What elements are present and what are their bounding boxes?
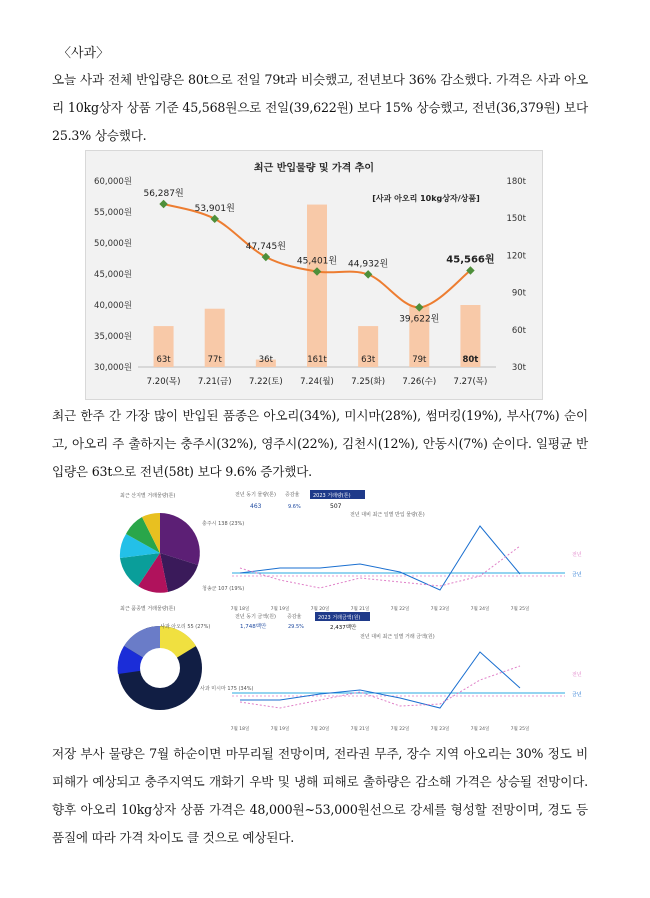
paragraph-outlook: 저장 부사 물량은 7월 하순이면 마무리될 전망이며, 전라권 무주, 장수 지역 아오리는 30% 정도 비 피해가 예상되고 충주지역도 개화기 우박 및 냉해 피해로 출하량은 감소해 가격은 상승될 전망이다. 향후 아오리 10kg상자 상품 가격은 48,000원~53,000원선으로 강세를 형성할 전망이며, 경도 등 품질에 따라 가격 차이도 클 것으로 예상된다. bbox=[52, 746, 588, 845]
date-tick: 7월 22일 bbox=[390, 727, 410, 732]
kpi2-val2: 29.5% bbox=[288, 624, 304, 630]
kpi1-label1: 전년 동기 물량(톤) bbox=[235, 492, 276, 498]
legend-prev: 전년 bbox=[572, 552, 582, 558]
chart-title: 최근 반입물량 및 가격 추이 bbox=[253, 163, 375, 174]
date-tick: 7월 25일 bbox=[510, 727, 530, 732]
combo-chart bbox=[85, 150, 543, 400]
left-axis-tick: 35,000원 bbox=[94, 332, 132, 342]
bar-label: 77t bbox=[207, 355, 222, 365]
price-marker bbox=[262, 253, 270, 261]
date-tick: 7월 20일 bbox=[310, 607, 330, 612]
chart-legend-box: [사과 아오리 10kg상자/상품] bbox=[372, 194, 480, 203]
date-tick: 7월 21일 bbox=[350, 607, 370, 612]
date-tick: 7월 18일 bbox=[230, 607, 250, 612]
kpi1-badge-val: 507 bbox=[330, 503, 342, 510]
price-marker bbox=[364, 270, 372, 278]
right-axis-tick: 120t bbox=[506, 251, 526, 262]
pie1 bbox=[120, 513, 200, 593]
price-label: 44,932원 bbox=[348, 259, 389, 270]
price-marker bbox=[159, 200, 167, 208]
price-label: 45,566원 bbox=[446, 254, 495, 266]
bar-label: 36t bbox=[258, 355, 273, 365]
right-axis-tick: 150t bbox=[506, 214, 526, 225]
left-axis-tick: 30,000원 bbox=[94, 363, 132, 373]
kpi2-badge-val: 2,437백만 bbox=[330, 625, 357, 631]
kpi2-badge-label: 2023 거래금액(원) bbox=[318, 615, 361, 621]
line-chart-volume bbox=[231, 526, 582, 612]
date-tick: 7월 20일 bbox=[310, 727, 330, 732]
paragraph-varieties: 최근 한주 간 가장 많이 반입된 품종은 아오리(34%), 미시마(28%), 썸머킹(19%), 부사(7%) 순이고, 아오리 주 출하지는 충주시(32%), 영주시(22%), 김천시(12%), 안동시(7%) 순이다. 일평균 반입량은 63t으로 전년(58t) 보다 9.6% 증가했다. bbox=[52, 408, 588, 479]
series-line bbox=[240, 546, 520, 588]
kpi1-val2: 9.6% bbox=[288, 504, 301, 510]
price-label: 47,745원 bbox=[245, 241, 286, 252]
combo-chart-svg bbox=[86, 151, 542, 399]
bar-label: 79t bbox=[412, 355, 427, 365]
dashboard-panel bbox=[60, 478, 620, 732]
section-heading: 〈사과〉 bbox=[58, 46, 110, 61]
legend-cur: 금년 bbox=[572, 692, 582, 698]
category-label: 7.22(토) bbox=[248, 377, 283, 387]
date-tick: 7월 23일 bbox=[430, 727, 450, 732]
bar-label: 63t bbox=[361, 355, 376, 365]
price-label: 56,287원 bbox=[143, 189, 184, 200]
date-tick: 7월 19일 bbox=[270, 727, 290, 732]
date-tick: 7월 22일 bbox=[390, 607, 410, 612]
price-label: 53,901원 bbox=[194, 203, 235, 214]
pie2-title: 최근 품종별 거래물량(톤) bbox=[120, 606, 176, 612]
left-axis-tick: 60,000원 bbox=[94, 177, 132, 187]
kpi2-val1: 1,748백만 bbox=[240, 624, 267, 630]
right-axis-tick: 30t bbox=[511, 363, 526, 373]
kpi1-badge-label: 2023 거래량(톤) bbox=[313, 493, 351, 499]
paragraph-intro: 오늘 사과 전체 반입량은 80t으로 전일 79t과 비슷했고, 전년보다 36% 감소했다. 가격은 사과 아오리 10kg상자 상품 기준 45,568원으로 전일(39,622원) 보다 15% 상승했고, 전년(36,379원) 보다 25.3% 상승했다. bbox=[52, 72, 588, 143]
kpi1-val1: 463 bbox=[250, 503, 262, 510]
price-label: 39,622원 bbox=[399, 314, 440, 325]
price-marker bbox=[210, 215, 218, 223]
legend-prev: 전년 bbox=[572, 672, 582, 678]
legend-cur: 금년 bbox=[572, 572, 582, 578]
date-tick: 7월 19일 bbox=[270, 607, 290, 612]
price-label: 45,401원 bbox=[296, 256, 338, 267]
kpi1-label2: 증감율 bbox=[285, 492, 300, 498]
right-axis-tick: 90t bbox=[511, 288, 526, 299]
pie1-title: 최근 산지별 거래물량(톤) bbox=[120, 493, 176, 499]
line1-title: 전년 대비 최근 일별 반입 물량(톤) bbox=[350, 512, 425, 518]
pie1-label: 청송군 107 (19%) bbox=[202, 586, 245, 592]
date-tick: 7월 21일 bbox=[350, 727, 370, 732]
series-line bbox=[240, 666, 520, 708]
category-label: 7.27(목) bbox=[453, 377, 488, 387]
date-tick: 7월 24일 bbox=[470, 727, 490, 732]
pie2-label: 사과 아오리 55 (27%) bbox=[160, 624, 211, 630]
category-label: 7.24(월) bbox=[300, 377, 334, 387]
date-tick: 7월 18일 bbox=[230, 727, 250, 732]
pie2 bbox=[118, 626, 202, 710]
series-line bbox=[240, 526, 520, 590]
left-axis-tick: 55,000원 bbox=[94, 208, 132, 218]
series-line bbox=[240, 652, 520, 708]
right-axis-tick: 180t bbox=[506, 177, 526, 187]
bar-label: 80t bbox=[462, 355, 479, 365]
date-tick: 7월 25일 bbox=[510, 607, 530, 612]
volume-bar bbox=[307, 205, 327, 367]
left-axis-tick: 45,000원 bbox=[94, 270, 132, 280]
right-axis-tick: 60t bbox=[511, 325, 526, 336]
line-chart-amount bbox=[231, 652, 582, 732]
line2-title: 전년 대비 최근 일별 거래 금액(원) bbox=[360, 634, 435, 640]
left-axis-tick: 50,000원 bbox=[94, 239, 132, 249]
category-label: 7.20(목) bbox=[146, 377, 181, 387]
category-label: 7.21(금) bbox=[197, 377, 232, 387]
pie2-hole bbox=[140, 648, 180, 688]
bar-label: 63t bbox=[156, 355, 171, 365]
date-tick: 7월 23일 bbox=[430, 607, 450, 612]
category-label: 7.25(화) bbox=[351, 377, 386, 387]
bar-label: 161t bbox=[307, 355, 327, 365]
kpi2-label1: 전년 동기 금액(원) bbox=[235, 614, 276, 620]
category-label: 7.26(수) bbox=[402, 377, 437, 387]
date-tick: 7월 24일 bbox=[470, 607, 490, 612]
pie2-label: 사과 미시마 175 (34%) bbox=[200, 686, 254, 692]
kpi2-label2: 증감율 bbox=[287, 614, 302, 620]
left-axis-tick: 40,000원 bbox=[94, 301, 132, 311]
pie1-label: 충주시 138 (23%) bbox=[202, 521, 245, 527]
